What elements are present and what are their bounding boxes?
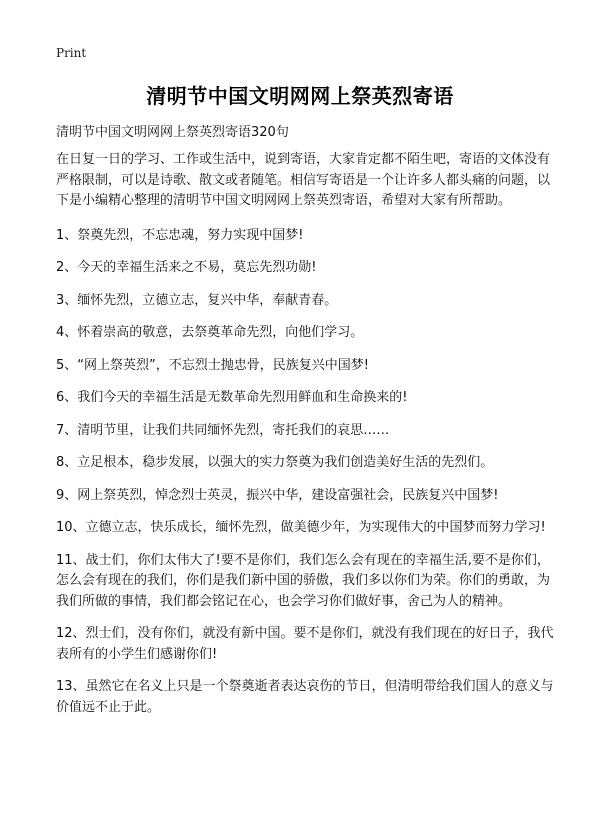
list-item: 1、祭奠先烈，不忘忠魂，努力实现中国梦! xyxy=(56,227,304,243)
list-item: 7、清明节里，让我们共同缅怀先烈，寄托我们的哀思…… xyxy=(56,422,390,438)
list-item: 2、今天的幸福生活来之不易，莫忘先烈功勋! xyxy=(56,260,317,275)
document-subtitle: 清明节中国文明网网上祭英烈寄语320句 xyxy=(56,125,289,140)
print-label: Print xyxy=(56,46,87,60)
list-item: 8、立足根本，稳步发展，以强大的实力祭奠为我们创造美好生活的先烈们。 xyxy=(56,455,494,470)
list-item: 4、怀着崇高的敬意，去祭奠革命先烈，向他们学习。 xyxy=(56,325,364,340)
list-item: 11、战士们，你们太伟大了!要不是你们，我们怎么会有现在的幸福生活,要不是你们，怎么会有现在的我们，你们是我们新中国的骄傲，我们多以你们为荣。你们的勇敢，为我们所做的事情，我们都会铭记在心，也会学习你们做好事，舍己为人的精神。 xyxy=(56,552,551,609)
list-item: 12、烈士们，没有你们，就没有新中国。要不是你们，就没有我们现在的好日子，我代表所有的小学生们感谢你们! xyxy=(56,626,554,662)
list-item: 9、网上祭英烈，悼念烈士英灵，振兴中华，建设富强社会，民族复兴中国梦! xyxy=(56,487,499,503)
page-title: 清明节中国文明网网上祭英烈寄语 xyxy=(146,84,454,108)
intro-paragraph: 在日复一日的学习、工作或生活中，说到寄语，大家肯定都不陌生吧，寄语的文体没有严格限制，可以是诗歌、散文或者随笔。相信写寄语是一个让许多人都头痛的问题，以下是小编精心整理的清明节中国文明网网上祭英烈寄语，希望对大家有所帮助。 xyxy=(56,152,551,208)
list-item: 10、立德立志，快乐成长，缅怀先烈，做美德少年，为实现伟大的中国梦而努力学习! xyxy=(56,520,546,535)
list-item: 3、缅怀先烈，立德立志，复兴中华，奉献青春。 xyxy=(56,292,338,308)
list-item: 6、我们今天的幸福生活是无数革命先烈用鲜血和生命换来的! xyxy=(56,390,408,405)
document-body xyxy=(56,150,556,730)
list-item: 5、“网上祭英烈”，不忘烈士抛忠骨，民族复兴中国梦! xyxy=(56,357,369,373)
list-item: 13、虽然它在名义上只是一个祭奠逝者表达哀伤的节日，但清明带给我们国人的意义与价值远不止于此。 xyxy=(56,679,554,715)
